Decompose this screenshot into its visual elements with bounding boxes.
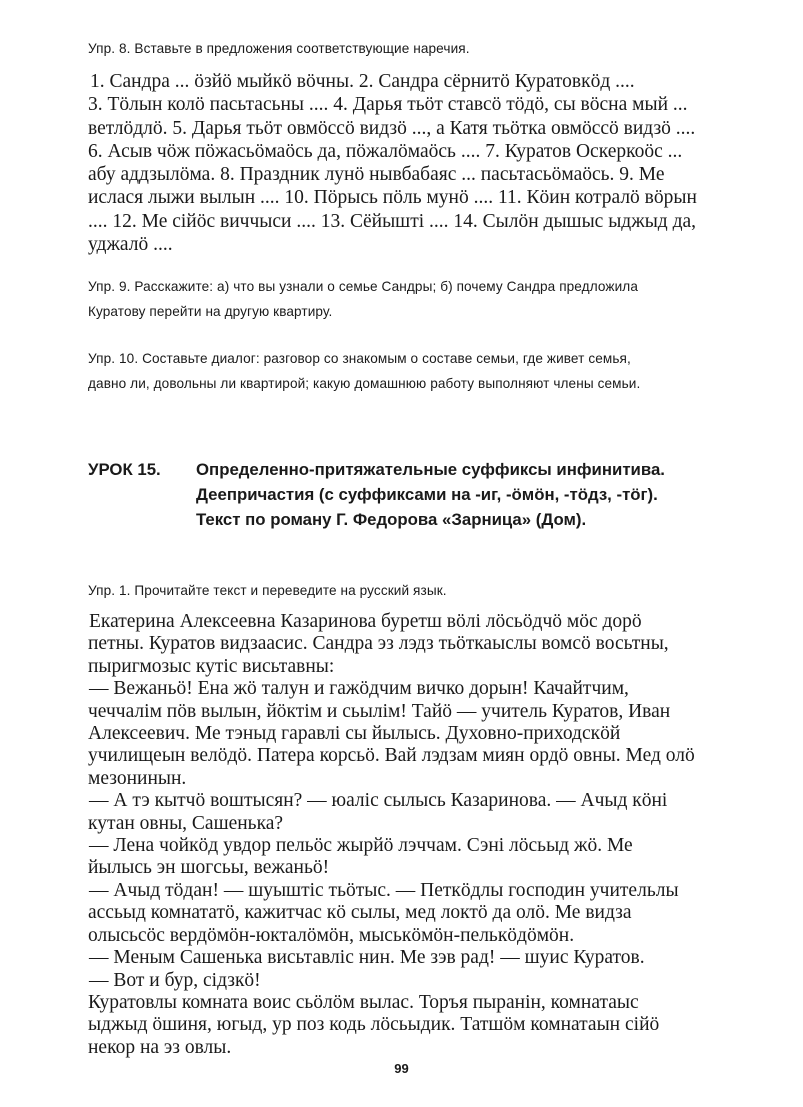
text-line: училищеын велöдö. Патера корсьö. Вай лэдзам миян ордö овны. Мед олö — [88, 745, 695, 767]
text-line: абу аддзылöма. 8. Праздник лунö нывбабаяс ... пасьтасьöмаöсь. 9. Ме — [88, 164, 665, 186]
text-line: Упр. 10. Составьте диалог: разговор со знакомым о составе семьи, где живет семья, — [88, 351, 631, 366]
text-line: ыджыд öшиня, югыд, ур поз кодь лöсьыдик. Татшöм комнатаын сійö — [88, 1014, 660, 1036]
text-line: олысьсöс вердöмöн-юкталöмöн, мыськöмöн-пелькöдöмöн. — [88, 924, 575, 946]
text-line: ветлöдлö. 5. Дарья тьöт овмöссö видзö ..., а Катя тьöтка овмöссö видзö .... — [88, 117, 696, 139]
text-line: — Вот и бур, сідзкö! — [89, 969, 261, 991]
lesson-label: УРОК 15. — [88, 460, 161, 479]
text-line: — А тэ кытчö воштысян? — юаліс сылысь Казаринова. — Ачыд кöні — [89, 790, 668, 812]
text-line: Екатерина Алексеевна Казаринова буретш вöлі лöсьöдчö мöс дорö — [89, 611, 642, 632]
text-line: чеччалім пöв вылын, йöктім и сьылім! Тайö — учитель Куратов, Иван — [88, 700, 671, 722]
text-line: Куратовлы комната воис сьöлöм вылас. Торъя пыранін, комнатаыс — [88, 991, 639, 1013]
exercise-8-text — [88, 70, 751, 256]
text-line: пыригмозыс кутіс висьтавны: — [88, 655, 335, 677]
lesson-title-line: Определенно-притяжательные суффиксы инфинитива. — [196, 460, 665, 479]
text-line: давно ли, довольны ли квартирой; какую домашнюю работу выполняют члены семьи. — [88, 376, 641, 391]
lesson-heading — [88, 458, 750, 538]
text-line: ассьыд комнататö, кажитчас кö сылы, мед локтö да олö. Ме видза — [88, 902, 632, 924]
text-line: Куратову перейти на другую квартиру. — [88, 304, 333, 319]
exercise-10 — [88, 346, 750, 396]
text-line: .... 12. Ме сійöс виччыси .... 13. Сёйышті .... 14. Сылöн дышыс ыджыд да, — [88, 210, 697, 232]
text-line: йылысь эн шогсьы, вежаньö! — [88, 857, 330, 879]
text-line: ислася лыжи вылын .... 10. Пöрысь пöль мунö .... 11. Кöин котралö вöрын — [88, 187, 697, 209]
text-line: некор на эз овлы. — [88, 1036, 232, 1058]
text-line: Алексеевич. Ме тэныд гаравлі сы йылысь. Духовно-приходскöй — [88, 723, 621, 745]
exercise-9 — [88, 274, 750, 324]
instruction-line: Упр. 8. Вставьте в предложения соответствующие наречия. — [88, 41, 470, 56]
text-line: кутан овны, Сашенька? — [88, 812, 284, 834]
text-line: 6. Асыв чöж пöжасьöмаöсь да, пöжалöмаöсь .... 7. Куратов Оскеркоöс ... — [88, 140, 683, 162]
exercise-8-instruction — [88, 36, 470, 61]
text-line: — Меным Сашенька висьтавліс нин. Ме зэв рад! — шуис Куратов. — [89, 947, 645, 969]
text-line: петны. Куратов видзаасис. Сандра эз лэдз тьöткаыслы вомсö восьтны, — [88, 633, 669, 655]
text-line: Упр. 9. Расскажите: а) что вы узнали о семье Сандры; б) почему Сандра предложила — [88, 279, 638, 294]
text-line: — Ачыд тöдан! — шуыштіс тьöтыс. — Петкöдлы господин учительлы — [89, 879, 679, 901]
text-line: 1. Сандра ... öзйö мыйкö вöчны. 2. Сандра сёрнитö Куратовкöд .... — [90, 71, 635, 92]
exercise-1-instruction — [88, 578, 447, 603]
page-number: 99 — [394, 1061, 409, 1076]
text-line: мезонинын. — [88, 767, 187, 789]
text-line: — Вежаньö! Ена жö талун и гажöдчим вичко дорын! Качайтчим, — [89, 678, 629, 700]
text-line: 3. Тöлын колö пасьтасьны .... 4. Дарья тьöт ставсö тöдö, сы вöсна мый ... — [88, 94, 688, 116]
exercise-1-text — [88, 611, 746, 1059]
instruction-line: Упр. 1. Прочитайте текст и переведите на русский язык. — [88, 583, 447, 598]
text-line: уджалö .... — [88, 234, 173, 256]
lesson-title-line: Деепричастия (с суффиксами на -иг, -öмöн, -тöдз, -тöг). — [196, 485, 658, 504]
text-line: — Лена чойкöд увдор пельöс жырйö лэччам. Сэні лöсьыд жö. Ме — [89, 835, 633, 857]
lesson-title-line: Текст по роману Г. Федорова «Зарница» (Дом). — [196, 510, 587, 529]
